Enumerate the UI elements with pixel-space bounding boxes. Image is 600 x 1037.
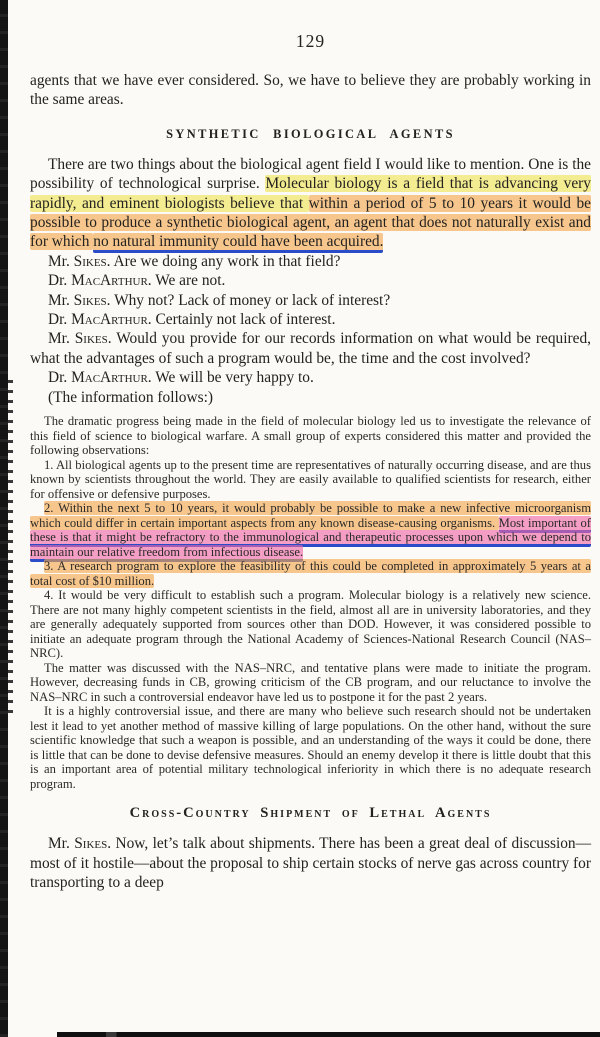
text-segment: It is a highly controversial issue, and there are many who believe such research should not be undertaken lest it lead to yet another method of massive killing of large populations. On the other hand, without the sure scientific knowledge that such a weapon is possible, and an understanding of the ways it could be done, there is little that can be done to devise defensive measures. Should an enemy develop it there is little doubt that this is an important area of potential military technological inferiority in which there is no adequate research program.	[30, 704, 591, 791]
observation-item-3	[30, 559, 591, 588]
paragraph-technological-surprise	[30, 155, 591, 252]
text-segment: . We will be very happy to.	[147, 369, 314, 387]
scan-left-edge-ticks	[8, 380, 13, 720]
scan-left-edge	[0, 0, 8, 1037]
text-segment: within a period of 5 to 10 years it would be possible to produce a synthetic biological agent, an agent that does not naturally exist and for which	[30, 194, 591, 251]
text-segment: MacArthur	[71, 311, 148, 329]
text-segment: . Now, let’s talk about shipments. There has been a great deal of discussion—most of it hostile—about the proposal to ship certain stocks of nerve gas across country for transporting to a deep	[30, 835, 591, 891]
text-segment: Dr.	[48, 272, 72, 290]
paragraph-continuation	[30, 71, 591, 110]
page-number: 129	[295, 31, 326, 51]
text-segment: agents that we have ever considered. So, we have to believe they are probably working in the same areas.	[30, 72, 591, 109]
dialogue-block	[30, 252, 591, 407]
text-segment: . Are we doing any work in that field?	[106, 252, 341, 270]
text-segment: 3. A research program to explore the feasibility of this could be completed in approximately 5 years at a total cost of $10 million.	[30, 559, 591, 588]
dialogue-line	[30, 252, 591, 271]
scan-bottom-artifact	[57, 1032, 600, 1037]
text-segment: Sikes	[74, 835, 108, 853]
dialogue-line	[30, 329, 591, 368]
text-segment: Mr.	[48, 252, 74, 270]
text-segment: . Would you provide for our records information on what would be required, what the advantages of such a program would be, the time and the cost involved?	[30, 330, 591, 367]
paragraph-shipments	[30, 834, 591, 892]
dialogue-line	[30, 271, 591, 290]
dialogue-line	[30, 291, 591, 310]
text-segment: 2. Within the next 5 to 10 years, it would probably be possible to make a new infective microorganism which could differ in certain important aspects from any known disease-causing organisms.	[30, 501, 591, 530]
dialogue-line	[30, 310, 591, 329]
paragraph-nas-nrc	[30, 661, 591, 705]
text-segment: Sikes	[74, 330, 108, 348]
observation-item-4	[30, 588, 591, 661]
observation-item-1	[30, 458, 591, 502]
text-segment: Mr.	[48, 291, 74, 309]
text-segment: The dramatic progress being made in the field of molecular biology led us to investigate the relevance of this field of science to biological warfare. A small group of experts considered this matter and provided the following observations:	[30, 414, 591, 458]
text-segment: Mr.	[48, 835, 75, 853]
section-heading-synthetic-biological-agents: SYNTHETIC BIOLOGICAL AGENTS	[166, 126, 455, 141]
paragraph-controversial	[30, 704, 591, 791]
observations-intro	[30, 414, 591, 458]
text-segment: 4. It would be very difficult to establish such a program. Molecular biology is a relatively new science. There are not many highly competent scientists in the field, almost all are in university laboratories, and they are generally adequately supported from sources other than DOD. However, it was considered possible to initiate an adequate program through the National Academy of Sciences-National Research Council (NAS–NRC).	[30, 588, 591, 661]
dialogue-line	[30, 368, 591, 387]
text-segment: Sikes	[73, 252, 107, 270]
section-heading-cross-country-shipment: Cross-Country Shipment of Lethal Agents	[129, 805, 492, 822]
text-segment: (The information follows:)	[48, 388, 213, 406]
text-segment: . Why not? Lack of money or lack of interest?	[106, 291, 391, 309]
text-segment: Mr.	[48, 330, 75, 348]
text-segment: no natural immunity could have been acquired.	[93, 233, 383, 253]
text-segment: 1. All biological agents up to the present time are representatives of naturally occurring disease, and are thus known by scientists throughout the world. They are easily available to qualified scientists for research, either for offensive or defensive purposes.	[30, 457, 591, 501]
text-segment: MacArthur	[71, 369, 148, 387]
observation-item-2	[30, 501, 591, 559]
dialogue-line	[30, 388, 591, 407]
text-segment: Molecular biology is a field that is advancing very rapidly, and eminent biologists believe that	[30, 175, 591, 212]
text-segment: Dr.	[48, 369, 72, 387]
text-segment: MacArthur	[71, 272, 148, 290]
page-content	[30, 0, 591, 892]
text-segment: . We are not.	[147, 272, 226, 290]
text-segment: There are two things about the biological agent field I would like to mention. One is the possibility of technological surprise.	[30, 155, 591, 193]
text-segment: Most important of these is that it might be refractory to the immunological and therapeutic processes upon which we depend to maintain our relative freedom from infectious disease.	[30, 516, 591, 562]
text-segment: The matter was discussed with the NAS–NRC, and tentative plans were made to initiate the program. However, decreasing funds in CB, growing criticism of the CB program, and our reluctance to involve the NAS–NRC in such a controversial endeavor have led us to postpone it for the past 2 years.	[30, 660, 591, 704]
text-segment: Sikes	[73, 291, 107, 309]
text-segment: . Certainly not lack of interest.	[147, 311, 336, 329]
inserted-information-block	[30, 414, 591, 791]
text-segment: Dr.	[48, 311, 72, 329]
